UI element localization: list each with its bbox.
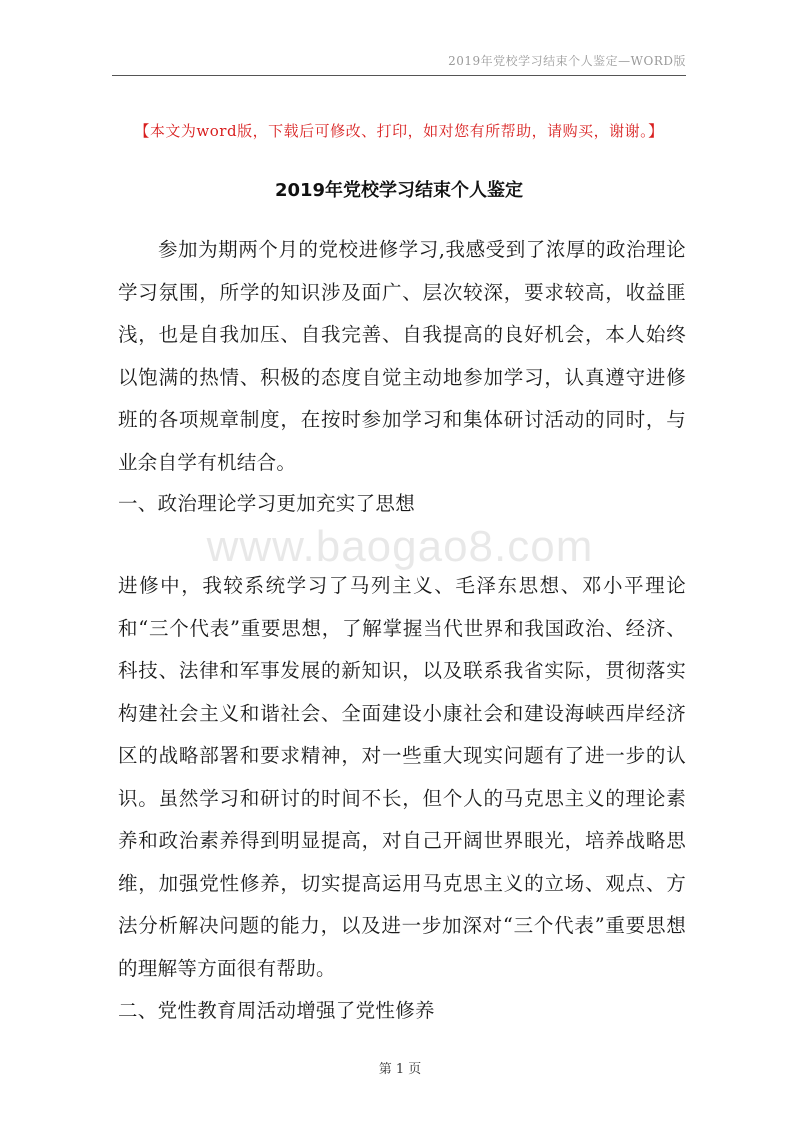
page-number: 第 1 页 [378, 1062, 422, 1077]
section-1-heading: 一、政治理论学习更加充实了思想 [118, 492, 416, 515]
document-title: 2019年党校学习结束个人鉴定 [274, 180, 524, 201]
section-2-heading: 二、党性教育周活动增强了党性修养 [118, 999, 435, 1022]
section-1-paragraph: 进修中，我较系统学习了马列主义、毛泽东思想、邓小平理论和“三个代表”重要思想，了解掌握当代世界和我国政治、经济、科技、法律和军事发展的新知识，以及联系我省实际，贯彻落实构建社会主义和谐社会、全面建设小康社会和建设海峡西岸经济区的战略部署和要求精神，对一些重大现实问题有了进一步的认识。虽然学习和研讨的时间不长，但个人的马克思主义的理论素养和政治素养得到明显提高，对自己开阔世界眼光，培养战略思维，加强党性修养，切实提高运用马克思主义的立场、观点、方法分析解决问题的能力，以及进一步加深对“三个代表”重要思想的理解等方面很有帮助。 [118, 574, 686, 980]
watermark-text: www.baogao8.com [206, 522, 594, 571]
running-header: 2019年党校学习结束个人鉴定—WORD版 [448, 54, 686, 68]
intro-paragraph: 参加为期两个月的党校进修学习,我感受到了浓厚的政治理论学习氛围，所学的知识涉及面广、层次较深，要求较高，收益匪浅，也是自我加压、自我完善、自我提高的良好机会，本人始终以饱满的热情、积极的态度自觉主动地参加学习，认真遵守进修班的各项规章制度，在按时参加学习和集体研讨活动的同时，与业余自学有机结合。 [118, 238, 686, 474]
download-notice: 【本文为word版，下载后可修改、打印，如对您有所帮助，请购买，谢谢。】 [134, 122, 664, 140]
header-divider [112, 75, 686, 76]
